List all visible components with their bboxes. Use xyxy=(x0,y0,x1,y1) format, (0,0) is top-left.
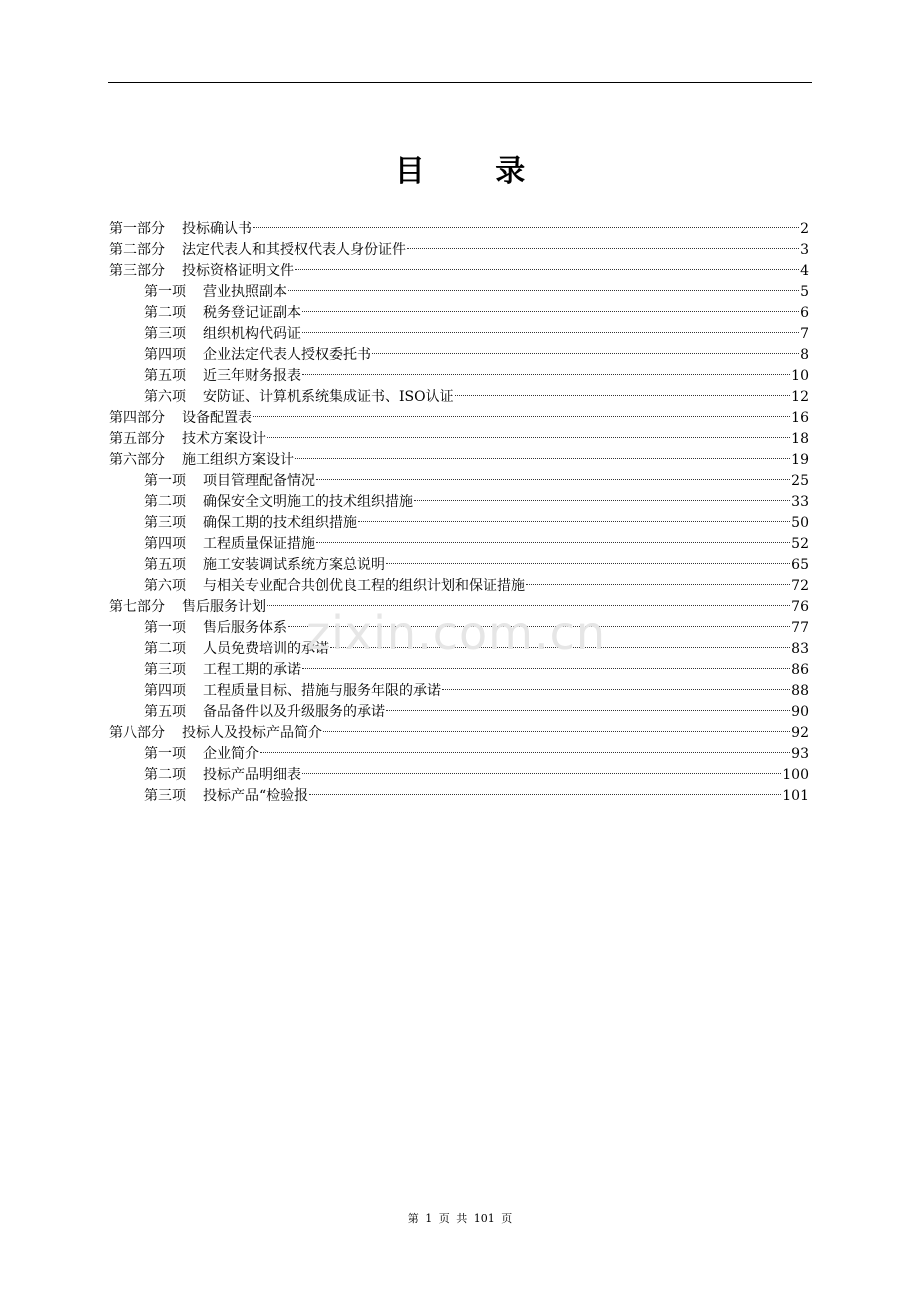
toc-entry-page: 77 xyxy=(791,620,809,636)
toc-entry-number: 第三部分 xyxy=(109,263,165,279)
toc-entry-page: 86 xyxy=(791,662,809,678)
toc-entry-number: 第一项 xyxy=(144,746,186,762)
dot-leader xyxy=(253,395,790,417)
header-rule xyxy=(108,82,812,83)
toc-entry-page: 3 xyxy=(800,242,809,258)
toc-entry-title: 投标人及投标产品简介 xyxy=(182,725,322,741)
toc-entry-number: 第三项 xyxy=(144,326,186,342)
toc-entry-title: 确保工期的技术组织措施 xyxy=(203,515,357,531)
toc-entry-page: 5 xyxy=(800,284,809,300)
toc-entry-number: 第一项 xyxy=(144,620,186,636)
toc-entry-page: 90 xyxy=(791,704,809,720)
dot-leader xyxy=(372,332,799,354)
dot-leader xyxy=(302,647,790,669)
dot-leader xyxy=(302,752,781,774)
page-footer: 第 1 页 共 101 页 xyxy=(407,1212,513,1225)
toc-entry-page: 72 xyxy=(791,578,809,594)
toc-entry-page: 7 xyxy=(800,326,809,342)
toc-entry-page: 6 xyxy=(800,305,809,321)
toc-entry-title: 售后服务计划 xyxy=(182,599,266,615)
toc-entry-page: 83 xyxy=(791,641,809,657)
dot-leader xyxy=(288,269,799,291)
watermark: zixin.com.cn xyxy=(306,606,607,660)
toc-entry-number: 第二项 xyxy=(144,641,186,657)
toc-entry-title: 技术方案设计 xyxy=(182,431,266,447)
toc-entry-title: 施工组织方案设计 xyxy=(182,452,294,468)
toc-entry-number: 第二项 xyxy=(144,305,186,321)
toc-entry-page: 19 xyxy=(791,452,809,468)
toc-entry-number: 第八部分 xyxy=(109,725,165,741)
dot-leader xyxy=(295,437,790,459)
toc-entry-number: 第四项 xyxy=(144,683,186,699)
toc-entry-page: 93 xyxy=(791,746,809,762)
dot-leader xyxy=(302,311,799,333)
toc-entry-page: 10 xyxy=(791,368,809,384)
toc-entry-title: 投标确认书 xyxy=(182,221,252,237)
toc-entry-title: 法定代表人和其授权代表人身份证件 xyxy=(182,242,406,258)
toc-entry-page: 101 xyxy=(782,788,809,804)
toc-entry-number: 第四部分 xyxy=(109,410,165,426)
dot-leader xyxy=(330,626,790,648)
toc-entry-page: 76 xyxy=(791,599,809,615)
toc-entry-page: 100 xyxy=(782,767,809,783)
dot-leader xyxy=(526,563,790,585)
toc-entry-title: 设备配置表 xyxy=(182,410,252,426)
toc-entry-number: 第一项 xyxy=(144,284,186,300)
toc-entry-page: 2 xyxy=(800,221,809,237)
toc-entry-title: 组织机构代码证 xyxy=(203,326,301,342)
toc-entry-number: 第六项 xyxy=(144,389,186,405)
toc-entry-page: 18 xyxy=(791,431,809,447)
dot-leader xyxy=(323,710,790,732)
dot-leader xyxy=(386,542,790,564)
toc-entry-title: 企业简介 xyxy=(203,746,259,762)
dot-leader xyxy=(414,479,790,501)
dot-leader xyxy=(253,206,799,228)
toc-entry-title: 确保安全文明施工的技术组织措施 xyxy=(203,494,413,510)
toc-entry-number: 第五部分 xyxy=(109,431,165,447)
toc-entry-page: 16 xyxy=(791,410,809,426)
dot-leader xyxy=(295,248,799,270)
toc-entry-page: 33 xyxy=(791,494,809,510)
toc-entry-title: 工程质量保证措施 xyxy=(203,536,315,552)
dot-leader xyxy=(316,521,790,543)
toc-entry-number: 第六部分 xyxy=(109,452,165,468)
dot-leader xyxy=(309,773,781,795)
toc-entry-title: 工程工期的承诺 xyxy=(203,662,301,678)
toc-entry-title: 安防证、计算机系统集成证书、ISO认证 xyxy=(203,389,454,405)
dot-leader xyxy=(455,374,791,396)
page-title: 目 录 xyxy=(394,154,556,189)
toc-entry-title: 人员免费培训的承诺 xyxy=(203,641,329,657)
toc-entry-number: 第五项 xyxy=(144,704,186,720)
dot-leader xyxy=(302,353,790,375)
dot-leader xyxy=(358,500,790,522)
toc-entry-number: 第一项 xyxy=(144,473,186,489)
toc-entry-page: 52 xyxy=(791,536,809,552)
table-of-contents xyxy=(109,211,809,804)
toc-entry-title: 备品备件以及升级服务的承诺 xyxy=(203,704,385,720)
dot-leader xyxy=(288,605,790,627)
dot-leader xyxy=(302,290,799,312)
toc-entry-page: 65 xyxy=(791,557,809,573)
toc-entry-number: 第二部分 xyxy=(109,242,165,258)
toc-entry-title: 施工安装调试系统方案总说明 xyxy=(203,557,385,573)
toc-entry-title: 售后服务体系 xyxy=(203,620,287,636)
toc-entry-number: 第三项 xyxy=(144,788,186,804)
toc-entry-page: 88 xyxy=(791,683,809,699)
dot-leader xyxy=(407,227,799,249)
dot-leader xyxy=(442,668,790,690)
toc-entry-title: 工程质量目标、措施与服务年限的承诺 xyxy=(203,683,441,699)
toc-entry-title: 投标产品明细表 xyxy=(203,767,301,783)
toc-entry-page: 8 xyxy=(800,347,809,363)
toc-entry-title: 投标资格证明文件 xyxy=(182,263,294,279)
toc-entry-title: 税务登记证副本 xyxy=(203,305,301,321)
toc-entry-number: 第七部分 xyxy=(109,599,165,615)
toc-entry-number: 第五项 xyxy=(144,368,186,384)
toc-entry-title: 营业执照副本 xyxy=(203,284,287,300)
toc-entry-number: 第二项 xyxy=(144,494,186,510)
toc-entry-page: 50 xyxy=(791,515,809,531)
toc-entry-title: 项目管理配备情况 xyxy=(203,473,315,489)
toc-entry-number: 第三项 xyxy=(144,515,186,531)
toc-entry-number: 第一部分 xyxy=(109,221,165,237)
toc-entry-number: 第四项 xyxy=(144,536,186,552)
dot-leader xyxy=(386,689,790,711)
dot-leader xyxy=(316,458,790,480)
toc-entry-page: 12 xyxy=(791,389,809,405)
toc-entry-page: 25 xyxy=(791,473,809,489)
toc-entry-number: 第三项 xyxy=(144,662,186,678)
toc-entry-number: 第六项 xyxy=(144,578,186,594)
toc-entry-title: 与相关专业配合共创优良工程的组织计划和保证措施 xyxy=(203,578,525,594)
toc-entry-number: 第五项 xyxy=(144,557,186,573)
toc-entry-page: 92 xyxy=(791,725,809,741)
toc-entry-number: 第四项 xyxy=(144,347,186,363)
toc-entry-title: 投标产品“检验报 xyxy=(203,788,309,804)
toc-entry-title: 近三年财务报表 xyxy=(203,368,301,384)
dot-leader xyxy=(267,584,790,606)
toc-entry-number: 第二项 xyxy=(144,767,186,783)
dot-leader xyxy=(267,416,790,438)
toc-entry-title: 企业法定代表人授权委托书 xyxy=(203,347,371,363)
toc-entry-page: 4 xyxy=(800,263,809,279)
dot-leader xyxy=(260,731,790,753)
